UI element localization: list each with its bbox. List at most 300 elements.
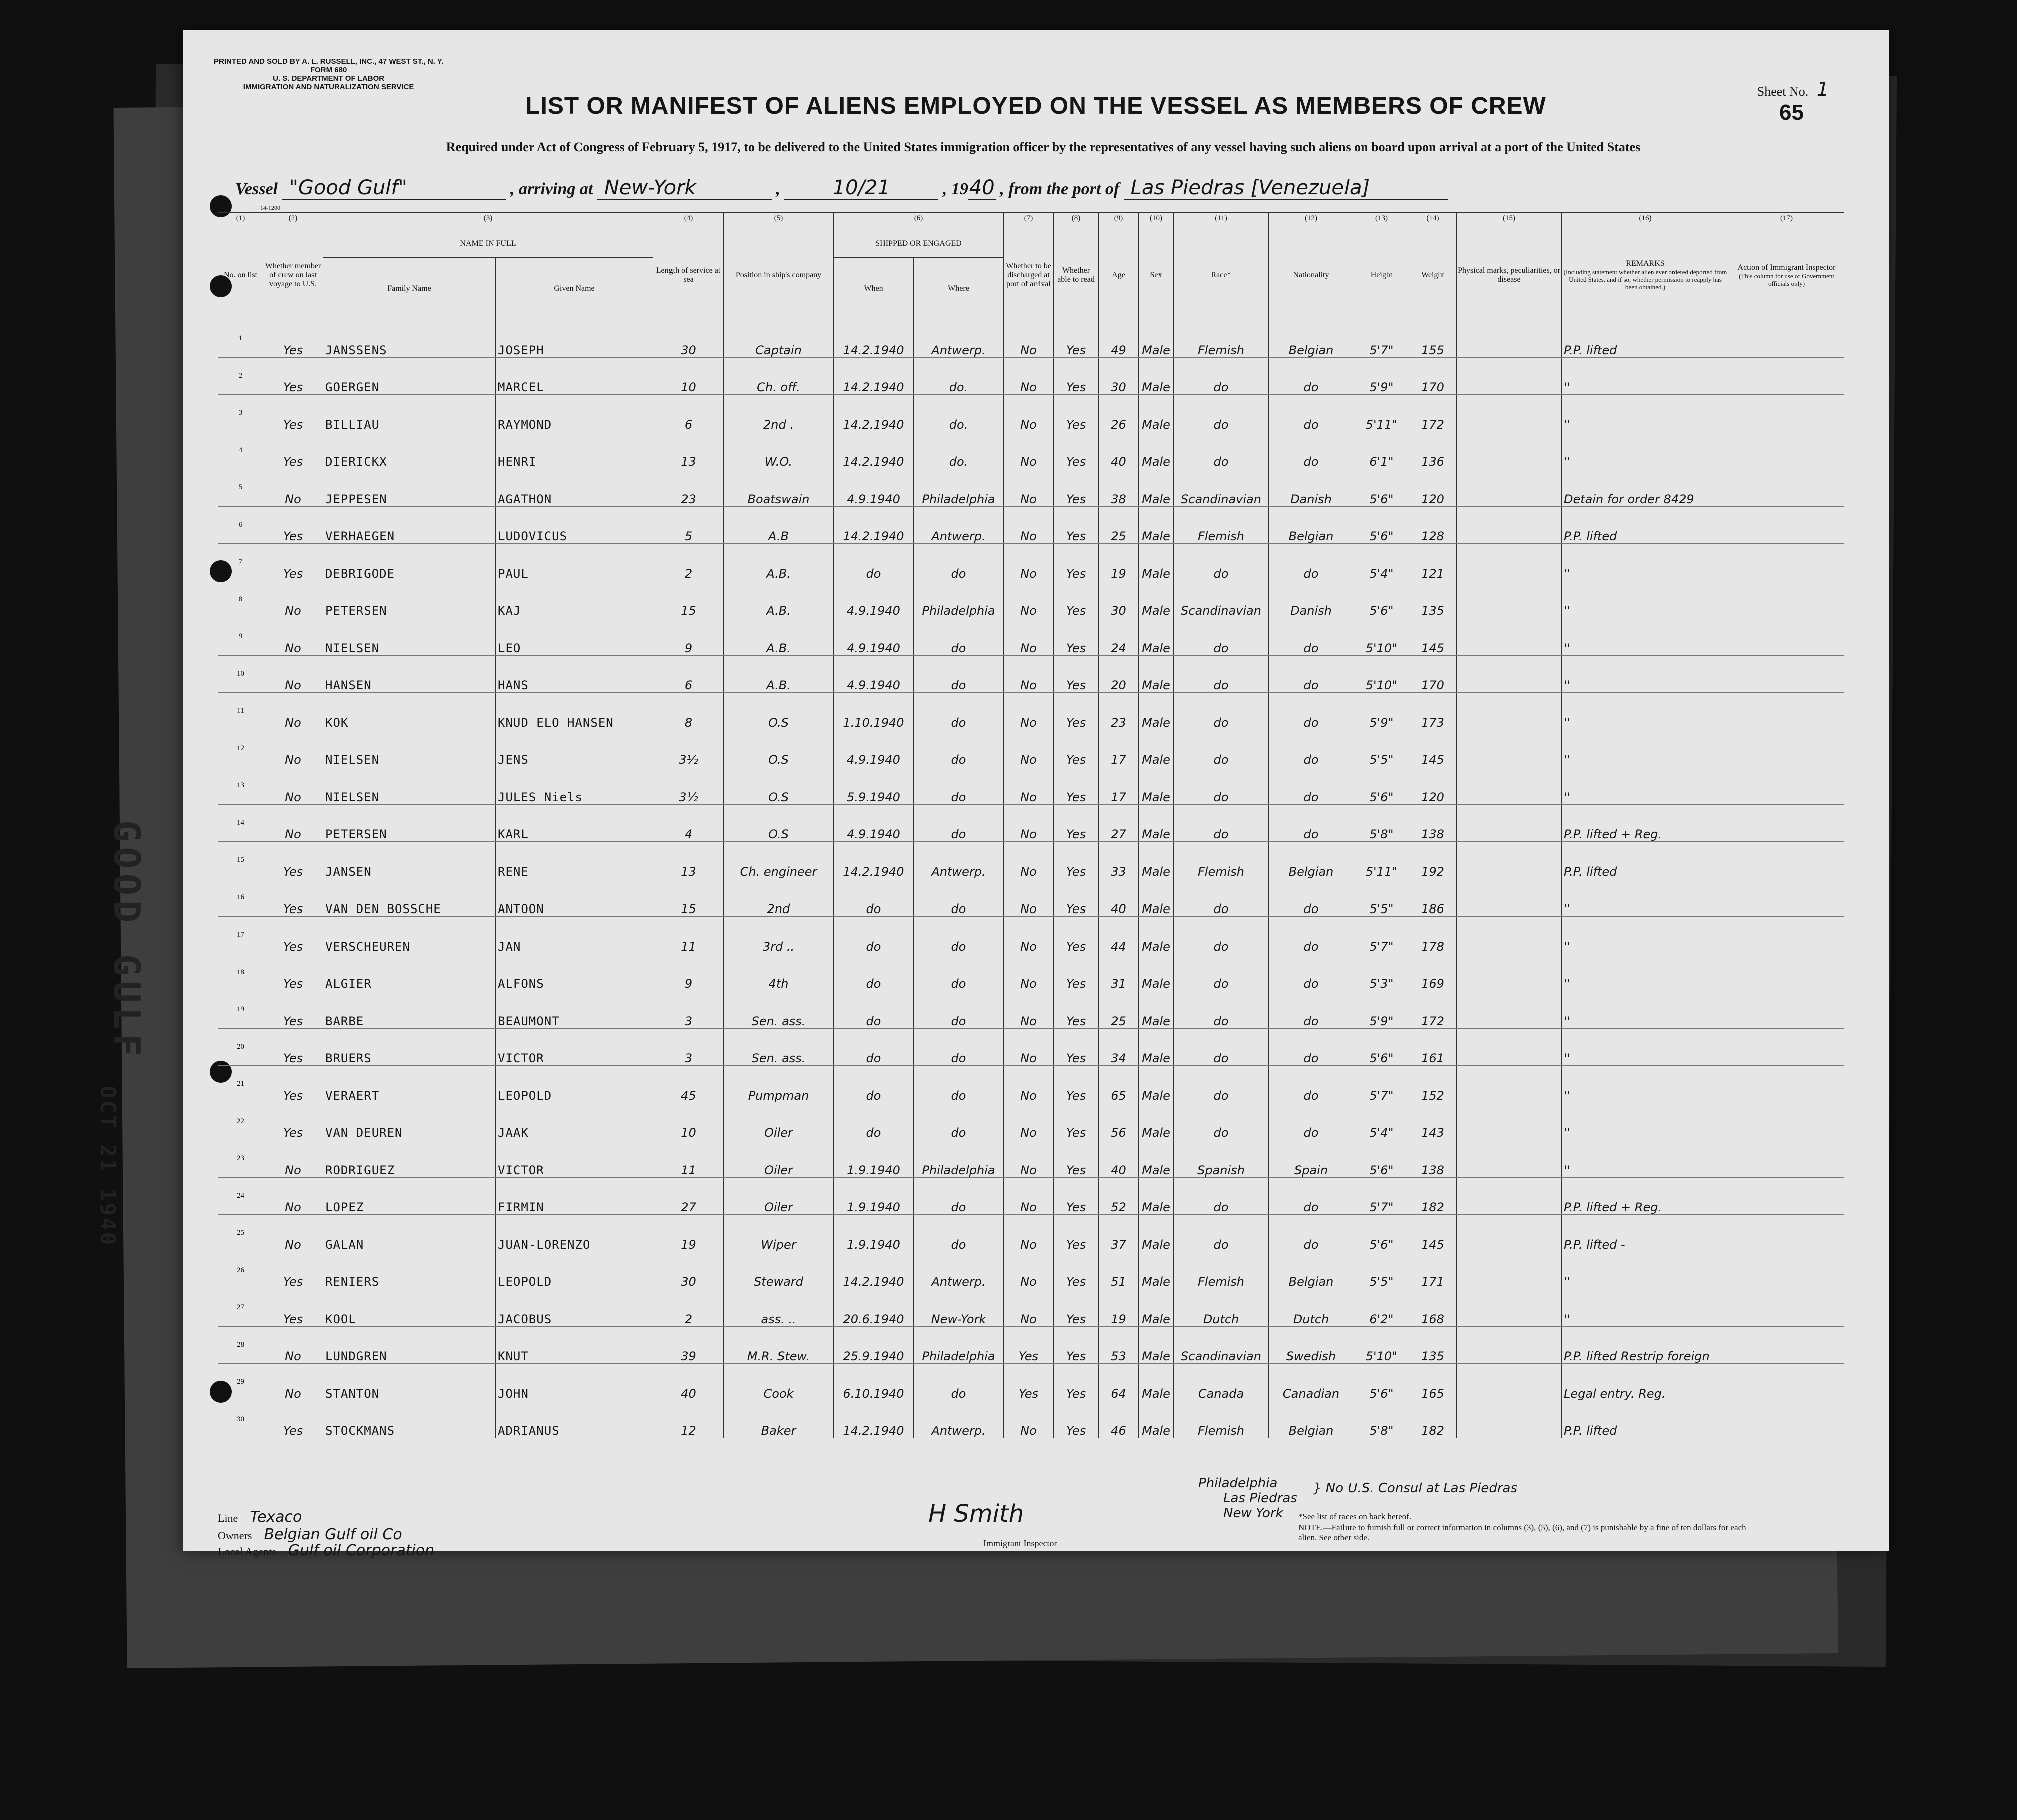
cell-weight: 120	[1409, 767, 1457, 805]
cell-race: do	[1174, 730, 1269, 767]
col-number: (8)	[1054, 213, 1099, 230]
cell-shipped-where: do	[914, 1215, 1004, 1252]
cell-family-name: BARBE	[323, 991, 496, 1029]
cell-race: do	[1174, 1066, 1269, 1103]
col-header-read: Whether able to read	[1054, 230, 1099, 320]
ports-note-line: New York	[1223, 1506, 1283, 1521]
cell-inspector-action	[1729, 618, 1844, 656]
col-header-where: Where	[914, 258, 1004, 320]
cell-given-name: VICTOR	[496, 1140, 653, 1178]
cell-last-voyage: No	[263, 469, 323, 507]
cell-shipped-when: do	[834, 991, 914, 1029]
cell-weight: 138	[1409, 1140, 1457, 1178]
cell-shipped-where: do	[914, 1066, 1004, 1103]
cell-weight: 173	[1409, 693, 1457, 730]
cell-able-to-read: Yes	[1054, 767, 1099, 805]
cell-service-length: 3	[653, 991, 724, 1029]
cell-height: 5'10"	[1354, 618, 1409, 656]
cell-age: 40	[1099, 879, 1139, 917]
cell-service-length: 2	[653, 544, 724, 581]
cell-remarks: ''	[1562, 655, 1729, 693]
cell-position: Ch. engineer	[724, 842, 834, 879]
cell-able-to-read: Yes	[1054, 1289, 1099, 1327]
cell-inspector-action	[1729, 991, 1844, 1029]
cell-discharged: No	[1004, 618, 1054, 656]
cell-physical-marks	[1457, 1103, 1562, 1140]
cell-race: do	[1174, 357, 1269, 395]
cell-remarks: P.P. lifted + Reg.	[1562, 804, 1729, 842]
cell-discharged: No	[1004, 1103, 1054, 1140]
col-header-no: No. on list	[218, 230, 263, 320]
table-row	[218, 1252, 1844, 1289]
cell-last-voyage: Yes	[263, 1103, 323, 1140]
cell-sex: Male	[1139, 1326, 1174, 1364]
cell-race: do	[1174, 804, 1269, 842]
cell-physical-marks	[1457, 357, 1562, 395]
cell-weight: 145	[1409, 1215, 1457, 1252]
cell-sex: Male	[1139, 730, 1174, 767]
cell-given-name: JULES Niels	[496, 767, 653, 805]
cell-height: 5'5"	[1354, 879, 1409, 917]
remarks-title: REMARKS	[1626, 259, 1665, 268]
cell-last-voyage: Yes	[263, 544, 323, 581]
cell-weight: 138	[1409, 804, 1457, 842]
cell-given-name: KAJ	[496, 581, 653, 618]
cell-age: 52	[1099, 1177, 1139, 1215]
cell-row-number: 12	[218, 730, 263, 767]
cell-nationality: do	[1269, 1177, 1354, 1215]
cell-shipped-where: Antwerp.	[914, 506, 1004, 544]
cell-discharged: No	[1004, 1066, 1054, 1103]
cell-height: 5'6"	[1354, 1215, 1409, 1252]
cell-height: 6'1"	[1354, 432, 1409, 469]
year-separator: ,	[942, 180, 947, 198]
col-header-action	[1729, 230, 1844, 320]
owners-value: Belgian Gulf oil Co	[264, 1526, 402, 1543]
cell-service-length: 15	[653, 581, 724, 618]
table-row	[218, 730, 1844, 767]
cell-height: 6'2"	[1354, 1289, 1409, 1327]
col-number: (17)	[1729, 213, 1844, 230]
cell-shipped-where: Antwerp.	[914, 1401, 1004, 1438]
cell-row-number: 10	[218, 655, 263, 693]
cell-shipped-where: Antwerp.	[914, 320, 1004, 358]
cell-age: 44	[1099, 917, 1139, 954]
cell-remarks: ''	[1562, 1140, 1729, 1178]
cell-position: Steward	[724, 1252, 834, 1289]
cell-shipped-where: do.	[914, 395, 1004, 432]
cell-last-voyage: Yes	[263, 1028, 323, 1066]
col-number: (16)	[1562, 213, 1729, 230]
cell-inspector-action	[1729, 1326, 1844, 1364]
ship-stamp: GOOD GULF	[106, 820, 148, 1061]
cell-weight: 120	[1409, 469, 1457, 507]
table-row	[218, 357, 1844, 395]
printer-info	[214, 57, 443, 91]
cell-service-length: 19	[653, 1215, 724, 1252]
cell-service-length: 5	[653, 506, 724, 544]
cell-nationality: do	[1269, 1103, 1354, 1140]
cell-shipped-where: Philadelphia	[914, 581, 1004, 618]
cell-inspector-action	[1729, 1103, 1844, 1140]
table-row	[218, 842, 1844, 879]
cell-remarks: ''	[1562, 544, 1729, 581]
cell-last-voyage: No	[263, 1140, 323, 1178]
cell-able-to-read: Yes	[1054, 693, 1099, 730]
vessel-name: "Good Gulf"	[282, 176, 506, 200]
cell-able-to-read: Yes	[1054, 1140, 1099, 1178]
cell-position: O.S	[724, 693, 834, 730]
cell-sex: Male	[1139, 506, 1174, 544]
cell-shipped-where: New-York	[914, 1289, 1004, 1327]
cell-shipped-when: 20.6.1940	[834, 1289, 914, 1327]
cell-weight: 145	[1409, 618, 1457, 656]
cell-weight: 169	[1409, 954, 1457, 991]
cell-last-voyage: Yes	[263, 320, 323, 358]
cell-last-voyage: Yes	[263, 991, 323, 1029]
cell-remarks: P.P. lifted -	[1562, 1215, 1729, 1252]
cell-shipped-where: do	[914, 767, 1004, 805]
cell-discharged: No	[1004, 1289, 1054, 1327]
cell-given-name: MARCEL	[496, 357, 653, 395]
cell-family-name: NIELSEN	[323, 730, 496, 767]
table-row	[218, 544, 1844, 581]
cell-position: A.B.	[724, 544, 834, 581]
fine-note: NOTE.—Failure to furnish full or correct information in columns (3), (5), (6), and (7) is punishable by a fine of ten dollars for each alien. See other side.	[1298, 1523, 1746, 1542]
cell-shipped-when: 4.9.1940	[834, 581, 914, 618]
cell-shipped-when: 14.2.1940	[834, 320, 914, 358]
table-row	[218, 954, 1844, 991]
cell-discharged: No	[1004, 1140, 1054, 1178]
cell-shipped-when: 6.10.1940	[834, 1364, 914, 1401]
cell-height: 5'6"	[1354, 1028, 1409, 1066]
cell-nationality: do	[1269, 767, 1354, 805]
cell-shipped-where: do	[914, 1364, 1004, 1401]
cell-row-number: 20	[218, 1028, 263, 1066]
cell-sex: Male	[1139, 655, 1174, 693]
cell-discharged: No	[1004, 1215, 1054, 1252]
table-row	[218, 1177, 1844, 1215]
cell-weight: 178	[1409, 917, 1457, 954]
cell-shipped-when: 14.2.1940	[834, 842, 914, 879]
cell-family-name: GOERGEN	[323, 357, 496, 395]
cell-family-name: JANSSENS	[323, 320, 496, 358]
action-title: Action of Immigrant Inspector	[1737, 263, 1836, 272]
table-row	[218, 767, 1844, 805]
cell-row-number: 17	[218, 917, 263, 954]
cell-discharged: No	[1004, 655, 1054, 693]
cell-height: 5'5"	[1354, 1252, 1409, 1289]
cell-race: Dutch	[1174, 1289, 1269, 1327]
cell-row-number: 14	[218, 804, 263, 842]
cell-nationality: do	[1269, 693, 1354, 730]
cell-family-name: RODRIGUEZ	[323, 1140, 496, 1178]
cell-physical-marks	[1457, 1252, 1562, 1289]
cell-physical-marks	[1457, 767, 1562, 805]
cell-service-length: 12	[653, 1401, 724, 1438]
cell-remarks: ''	[1562, 917, 1729, 954]
cell-given-name: JAN	[496, 917, 653, 954]
cell-shipped-when: 4.9.1940	[834, 804, 914, 842]
cell-weight: 165	[1409, 1364, 1457, 1401]
table-row	[218, 804, 1844, 842]
cell-race: do	[1174, 693, 1269, 730]
crew-table	[218, 212, 1844, 1438]
col-number: (14)	[1409, 213, 1457, 230]
cell-last-voyage: Yes	[263, 917, 323, 954]
col-number: (2)	[263, 213, 323, 230]
cell-shipped-when: 14.2.1940	[834, 432, 914, 469]
cell-sex: Male	[1139, 469, 1174, 507]
cell-inspector-action	[1729, 544, 1844, 581]
table-row	[218, 655, 1844, 693]
cell-height: 5'6"	[1354, 767, 1409, 805]
cell-inspector-action	[1729, 1066, 1844, 1103]
cell-nationality: Belgian	[1269, 320, 1354, 358]
col-header-age: Age	[1099, 230, 1139, 320]
table-row	[218, 1103, 1844, 1140]
cell-family-name: JANSEN	[323, 842, 496, 879]
cell-nationality: do	[1269, 432, 1354, 469]
cell-shipped-when: do	[834, 544, 914, 581]
cell-sex: Male	[1139, 804, 1174, 842]
cell-last-voyage: No	[263, 1326, 323, 1364]
cell-inspector-action	[1729, 954, 1844, 991]
cell-physical-marks	[1457, 730, 1562, 767]
cell-inspector-action	[1729, 1028, 1844, 1066]
cell-last-voyage: No	[263, 693, 323, 730]
cell-family-name: VERAERT	[323, 1066, 496, 1103]
col-number: (9)	[1099, 213, 1139, 230]
cell-physical-marks	[1457, 581, 1562, 618]
cell-given-name: LUDOVICUS	[496, 506, 653, 544]
cell-sex: Male	[1139, 1401, 1174, 1438]
cell-family-name: NIELSEN	[323, 618, 496, 656]
cell-able-to-read: Yes	[1054, 544, 1099, 581]
col-number: (5)	[724, 213, 834, 230]
cell-nationality: do	[1269, 991, 1354, 1029]
cell-row-number: 18	[218, 954, 263, 991]
cell-last-voyage: Yes	[263, 1401, 323, 1438]
col-header-shipped: SHIPPED OR ENGAGED	[834, 230, 1004, 258]
sheet-no-value: 1	[1816, 78, 1829, 100]
col-header-name: NAME IN FULL	[323, 230, 653, 258]
vessel-label: Vessel	[235, 180, 278, 198]
cell-last-voyage: No	[263, 1215, 323, 1252]
cell-last-voyage: Yes	[263, 1066, 323, 1103]
cell-given-name: JAAK	[496, 1103, 653, 1140]
cell-nationality: do	[1269, 917, 1354, 954]
cell-physical-marks	[1457, 1066, 1562, 1103]
cell-age: 65	[1099, 1066, 1139, 1103]
cell-race: Flemish	[1174, 1401, 1269, 1438]
cell-able-to-read: Yes	[1054, 320, 1099, 358]
cell-discharged: No	[1004, 804, 1054, 842]
cell-position: 3rd ..	[724, 917, 834, 954]
cell-nationality: do	[1269, 395, 1354, 432]
cell-race: Scandinavian	[1174, 1326, 1269, 1364]
cell-given-name: HANS	[496, 655, 653, 693]
cell-shipped-when: 5.9.1940	[834, 767, 914, 805]
cell-nationality: do	[1269, 357, 1354, 395]
cell-discharged: No	[1004, 581, 1054, 618]
cell-shipped-where: Philadelphia	[914, 1326, 1004, 1364]
cell-service-length: 11	[653, 1140, 724, 1178]
cell-remarks: Legal entry. Reg.	[1562, 1364, 1729, 1401]
cell-discharged: No	[1004, 506, 1054, 544]
cell-race: Scandinavian	[1174, 581, 1269, 618]
arrival-date: 10/21	[784, 176, 938, 200]
cell-nationality: do	[1269, 804, 1354, 842]
cell-inspector-action	[1729, 655, 1844, 693]
cell-physical-marks	[1457, 1177, 1562, 1215]
agents-value: Gulf oil Corporation	[288, 1542, 435, 1559]
cell-height: 5'6"	[1354, 506, 1409, 544]
cell-inspector-action	[1729, 1140, 1844, 1178]
table-row	[218, 1066, 1844, 1103]
cell-service-length: 15	[653, 879, 724, 917]
cell-race: do	[1174, 954, 1269, 991]
footer-agents	[218, 1542, 434, 1559]
cell-position: O.S	[724, 767, 834, 805]
consul-note: } No U.S. Consul at Las Piedras	[1313, 1481, 1517, 1496]
cell-last-voyage: Yes	[263, 357, 323, 395]
cell-age: 30	[1099, 581, 1139, 618]
cell-inspector-action	[1729, 357, 1844, 395]
cell-able-to-read: Yes	[1054, 469, 1099, 507]
table-row	[218, 506, 1844, 544]
cell-remarks: ''	[1562, 1289, 1729, 1327]
cell-height: 5'11"	[1354, 395, 1409, 432]
cell-remarks: P.P. lifted	[1562, 506, 1729, 544]
cell-row-number: 26	[218, 1252, 263, 1289]
cell-inspector-action	[1729, 1215, 1844, 1252]
cell-given-name: RAYMOND	[496, 395, 653, 432]
cell-nationality: do	[1269, 1215, 1354, 1252]
page-title: LIST OR MANIFEST OF ALIENS EMPLOYED ON THE VESSEL AS MEMBERS OF CREW	[525, 93, 1546, 119]
cell-family-name: GALAN	[323, 1215, 496, 1252]
cell-shipped-when: 1.10.1940	[834, 693, 914, 730]
cell-shipped-where: do	[914, 655, 1004, 693]
cell-service-length: 13	[653, 842, 724, 879]
cell-physical-marks	[1457, 469, 1562, 507]
cell-family-name: VAN DEUREN	[323, 1103, 496, 1140]
cell-physical-marks	[1457, 618, 1562, 656]
cell-nationality: do	[1269, 954, 1354, 991]
cell-family-name: KOOL	[323, 1289, 496, 1327]
cell-nationality: Danish	[1269, 581, 1354, 618]
cell-race: do	[1174, 879, 1269, 917]
cell-position: Baker	[724, 1401, 834, 1438]
col-header-service: Length of service at sea	[653, 230, 724, 320]
cell-age: 38	[1099, 469, 1139, 507]
cell-remarks: P.P. lifted	[1562, 1401, 1729, 1438]
line-label: Line	[218, 1512, 238, 1524]
cell-discharged: No	[1004, 432, 1054, 469]
cell-given-name: RENE	[496, 842, 653, 879]
cell-able-to-read: Yes	[1054, 730, 1099, 767]
cell-service-length: 10	[653, 1103, 724, 1140]
cell-inspector-action	[1729, 1177, 1844, 1215]
cell-row-number: 27	[218, 1289, 263, 1327]
cell-able-to-read: Yes	[1054, 581, 1099, 618]
cell-inspector-action	[1729, 804, 1844, 842]
cell-given-name: JOHN	[496, 1364, 653, 1401]
cell-last-voyage: No	[263, 655, 323, 693]
cell-last-voyage: Yes	[263, 506, 323, 544]
cell-position: 2nd .	[724, 395, 834, 432]
cell-shipped-where: do	[914, 917, 1004, 954]
printer-line: U. S. DEPARTMENT OF LABOR	[273, 74, 385, 83]
cell-discharged: No	[1004, 693, 1054, 730]
cell-race: do	[1174, 1177, 1269, 1215]
cell-shipped-where: do	[914, 804, 1004, 842]
cell-weight: 135	[1409, 581, 1457, 618]
cell-shipped-when: do	[834, 1066, 914, 1103]
cell-row-number: 6	[218, 506, 263, 544]
cell-shipped-when: 1.9.1940	[834, 1140, 914, 1178]
cell-position: Oiler	[724, 1103, 834, 1140]
cell-row-number: 7	[218, 544, 263, 581]
cell-sex: Male	[1139, 618, 1174, 656]
footer-owners	[218, 1526, 402, 1543]
cell-inspector-action	[1729, 395, 1844, 432]
cell-discharged: No	[1004, 1401, 1054, 1438]
cell-remarks: ''	[1562, 432, 1729, 469]
cell-shipped-when: 4.9.1940	[834, 730, 914, 767]
table-row	[218, 581, 1844, 618]
cell-position: O.S	[724, 804, 834, 842]
cell-row-number: 4	[218, 432, 263, 469]
cell-service-length: 4	[653, 804, 724, 842]
cell-position: W.O.	[724, 432, 834, 469]
col-number: (1)	[218, 213, 263, 230]
cell-last-voyage: No	[263, 804, 323, 842]
cell-last-voyage: Yes	[263, 1252, 323, 1289]
cell-service-length: 11	[653, 917, 724, 954]
cell-given-name: JENS	[496, 730, 653, 767]
cell-shipped-where: do.	[914, 432, 1004, 469]
cell-sex: Male	[1139, 1140, 1174, 1178]
cell-able-to-read: Yes	[1054, 1252, 1099, 1289]
cell-service-length: 30	[653, 320, 724, 358]
cell-race: Flemish	[1174, 320, 1269, 358]
cell-age: 19	[1099, 1289, 1139, 1327]
from-label: , from the port of	[1000, 180, 1120, 198]
cell-nationality: Dutch	[1269, 1289, 1354, 1327]
page-subtitle: Required under Act of Congress of February 5, 1917, to be delivered to the United States immigration officer by the representatives of any vessel having such aliens on board upon arrival at a port of the United States	[446, 140, 1641, 154]
cell-sex: Male	[1139, 991, 1174, 1029]
cell-age: 17	[1099, 767, 1139, 805]
cell-given-name: ALFONS	[496, 954, 653, 991]
cell-inspector-action	[1729, 1401, 1844, 1438]
table-row	[218, 469, 1844, 507]
cell-weight: 121	[1409, 544, 1457, 581]
col-number: (3)	[323, 213, 653, 230]
cell-nationality: Spain	[1269, 1140, 1354, 1178]
cell-race: do	[1174, 767, 1269, 805]
cell-family-name: BILLIAU	[323, 395, 496, 432]
remarks-subtitle: (Including statement whether alien ever ordered deported from United States, and if so, whether permission to reapply has been obtained.)	[1563, 268, 1727, 291]
cell-remarks: Detain for order 8429	[1562, 469, 1729, 507]
cell-able-to-read: Yes	[1054, 1066, 1099, 1103]
cell-weight: 172	[1409, 991, 1457, 1029]
table-row	[218, 1326, 1844, 1364]
cell-service-length: 8	[653, 693, 724, 730]
cell-shipped-when: 14.2.1940	[834, 1252, 914, 1289]
cell-able-to-read: Yes	[1054, 1028, 1099, 1066]
cell-position: Boatswain	[724, 469, 834, 507]
